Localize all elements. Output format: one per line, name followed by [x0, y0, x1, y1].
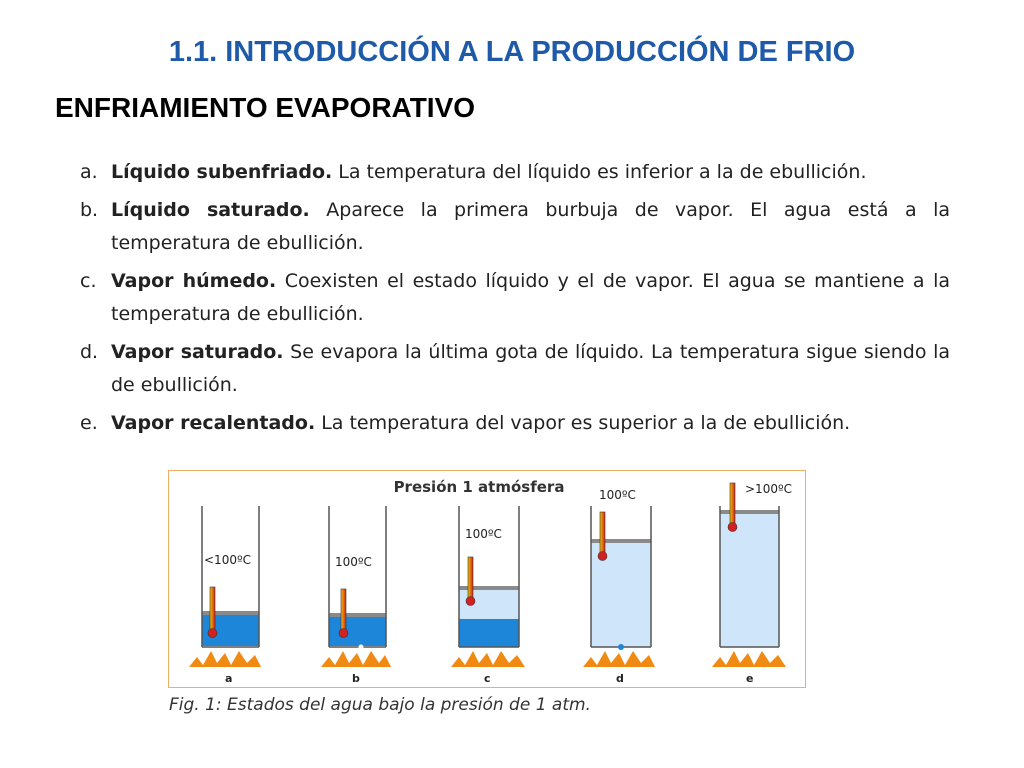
flame-icon: [712, 651, 786, 667]
thermometer-icon: [728, 483, 737, 532]
list-text: La temperatura del vapor es superior a la de ebullición.: [315, 412, 851, 434]
list-item-d: [80, 336, 950, 402]
list-letter: d.: [80, 341, 99, 363]
stage-c-cylinder: [451, 506, 525, 685]
list-text: Coexisten el estado líquido y el de vapor. El agua se mantiene a la temperatura de ebullición.: [111, 270, 951, 325]
thermometer-icon: [466, 557, 475, 606]
list-item-b: [80, 194, 950, 260]
list-term: Vapor húmedo.: [111, 270, 277, 292]
flame-icon: [321, 651, 391, 667]
slide-title: 1.1. INTRODUCCIÓN A LA PRODUCCIÓN DE FRIO: [168, 36, 856, 68]
last-drop: [618, 644, 624, 650]
thermometer-icon: [598, 512, 607, 561]
list-item-a: [80, 156, 950, 189]
piston: [720, 510, 779, 514]
stage-e-cylinder: [712, 482, 792, 685]
list-item-e: [80, 407, 950, 440]
stage-c-label: c: [484, 672, 491, 685]
list-letter: c.: [80, 270, 97, 292]
liquid-fill: [459, 619, 519, 647]
figure-caption: Fig. 1: Estados del agua bajo la presión de 1 atm.: [169, 695, 591, 715]
water-states-figure: [168, 470, 806, 688]
piston: [329, 613, 386, 617]
list-letter: e.: [80, 412, 98, 434]
stage-b-cylinder: [321, 506, 391, 685]
figure-heading: Presión 1 atmósfera: [393, 478, 565, 496]
stage-b-temp: 100ºC: [335, 555, 372, 569]
stage-e-label: e: [746, 672, 754, 685]
stage-d-temp: 100ºC: [599, 488, 636, 502]
list-term: Vapor saturado.: [111, 341, 284, 363]
liquid-fill: [329, 613, 386, 646]
stage-c-temp: 100ºC: [465, 527, 502, 541]
list-letter: a.: [80, 161, 98, 183]
list-term: Líquido saturado.: [111, 199, 310, 221]
flame-icon: [189, 651, 261, 667]
list-item-c: [80, 265, 950, 331]
flame-icon: [451, 651, 525, 667]
stage-a-cylinder: [189, 506, 261, 685]
vapor-fill: [720, 510, 779, 647]
stage-a-label: a: [225, 672, 233, 685]
list-letter: b.: [80, 199, 99, 221]
stage-b-label: b: [352, 672, 360, 685]
stage-a-temp: <100ºC: [204, 553, 251, 567]
flame-icon: [583, 651, 655, 667]
vapor-bubble: [359, 645, 364, 650]
stage-d-label: d: [616, 672, 624, 685]
stage-d-cylinder: [583, 488, 655, 685]
states-list: [80, 156, 950, 445]
list-text: La temperatura del líquido es inferior a la de ebullición.: [332, 161, 867, 183]
list-term: Vapor recalentado.: [111, 412, 316, 434]
list-text: Se evapora la última gota de líquido. La temperatura sigue siendo la de ebullición.: [111, 341, 950, 396]
slide-subtitle: ENFRIAMIENTO EVAPORATIVO: [55, 92, 476, 123]
stage-e-temp: >100ºC: [745, 482, 792, 496]
list-term: Líquido subenfriado.: [111, 161, 333, 183]
list-text: Aparece la primera burbuja de vapor. El agua está a la temperatura de ebullición.: [111, 199, 950, 254]
